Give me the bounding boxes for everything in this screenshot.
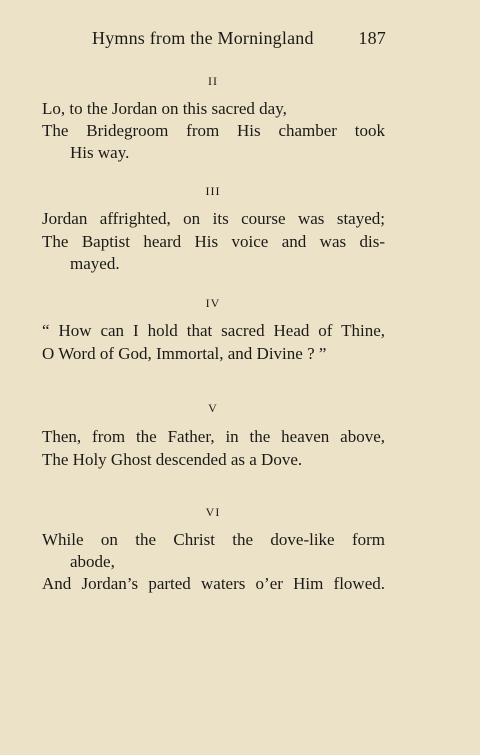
stanza-numeral: III xyxy=(205,184,221,198)
verse-line: O Word of God, Immortal, and Divine ? ” xyxy=(42,344,327,363)
verse-line: While on the Christ the dove-like form xyxy=(42,530,385,549)
verse-line: abode, xyxy=(70,552,115,571)
stanza-numeral: II xyxy=(208,74,218,88)
stanza-numeral: V xyxy=(208,401,218,415)
verse-line: “ How can I hold that sacred Head of Thine, xyxy=(42,321,385,340)
verse-line: The Baptist heard His voice and was dis- xyxy=(42,232,385,251)
page-number: 187 xyxy=(358,28,386,48)
verse-line: Jordan affrighted, on its course was stayed; xyxy=(42,209,385,228)
verse-line: His way. xyxy=(70,143,130,162)
running-title: Hymns from the Morningland xyxy=(92,28,314,48)
verse-line: The Bridegroom from His chamber took xyxy=(42,121,385,140)
verse-line: mayed. xyxy=(70,254,120,273)
stanza-numeral: IV xyxy=(205,296,221,310)
verse-line: Then, from the Father, in the heaven above, xyxy=(42,427,385,446)
verse-line: And Jordan’s parted waters o’er Him flowed. xyxy=(42,574,385,593)
verse-line: The Holy Ghost descended as a Dove. xyxy=(42,450,303,469)
verse-line: Lo, to the Jordan on this sacred day, xyxy=(42,99,287,118)
stanza-numeral: VI xyxy=(205,505,221,519)
